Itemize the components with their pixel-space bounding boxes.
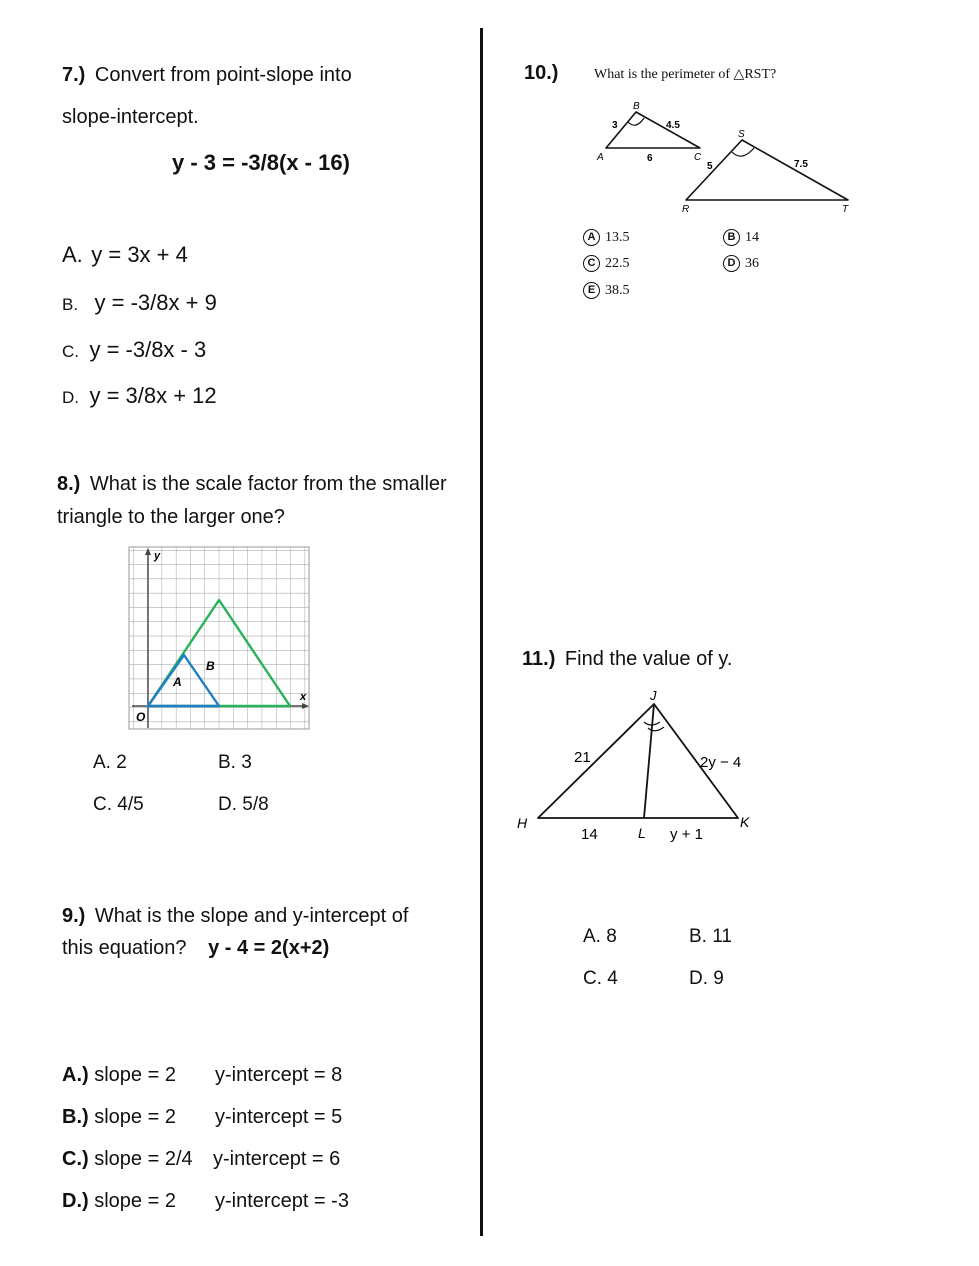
answer-choice[interactable]: C.) slope = 2/4: [62, 1148, 193, 1170]
answer-choice[interactable]: D.) slope = 2: [62, 1190, 176, 1212]
side-bc: 4.5: [666, 120, 680, 131]
question-text: What is the perimeter of △RST?: [594, 67, 777, 82]
question-text: slope-intercept.: [62, 106, 199, 128]
answer-choice[interactable]: A 13.5: [583, 229, 630, 246]
y-axis-label: y: [154, 550, 161, 562]
answer-intercept: y-intercept = 6: [213, 1148, 341, 1170]
question-text: Find the value of y.: [564, 648, 733, 670]
equation: y - 3 = -3/8(x - 16): [172, 150, 350, 175]
answer-choice[interactable]: C. 4/5: [93, 794, 144, 815]
answer-choice[interactable]: D. 5/8: [218, 794, 269, 815]
vertex-c: C: [694, 152, 702, 163]
equation: y - 4 = 2(x+2): [208, 937, 330, 959]
question-number: 7.): [62, 64, 86, 86]
answer-choice[interactable]: C 22.5: [583, 255, 630, 272]
answer-choice[interactable]: D 36: [723, 255, 759, 272]
triangle-hjk-diagram: [508, 686, 768, 848]
question-number: 9.): [62, 905, 86, 927]
side-ac: 6: [647, 153, 653, 164]
origin-label: O: [136, 710, 146, 724]
answer-choice[interactable]: A. y = 3x + 4: [62, 242, 188, 267]
question-text: triangle to the larger one?: [57, 506, 285, 528]
answer-choice[interactable]: A.) slope = 2: [62, 1064, 176, 1086]
side-rs: 5: [707, 161, 713, 172]
question-number: 10.): [524, 62, 559, 84]
vertex-l: L: [638, 825, 646, 841]
answer-choice[interactable]: B.) slope = 2: [62, 1106, 176, 1128]
answer-choice[interactable]: A. 8: [583, 926, 617, 947]
label-a: A: [173, 675, 182, 689]
question-text: What is the scale factor from the smaller: [89, 473, 447, 495]
answer-choice[interactable]: B. 3: [218, 752, 252, 773]
answer-choice[interactable]: C. y = -3/8x - 3: [62, 337, 207, 362]
question-number: 8.): [57, 473, 81, 495]
angle-arc: [732, 148, 754, 156]
answer-choice[interactable]: D. y = 3/8x + 12: [62, 383, 217, 408]
answer-intercept: y-intercept = 5: [215, 1106, 343, 1128]
x-axis-label: x: [300, 691, 307, 703]
side-hl: 14: [581, 826, 598, 843]
vertex-k: K: [740, 814, 750, 830]
vertex-b: B: [633, 101, 640, 112]
label-b: B: [206, 659, 215, 673]
side-hj: 21: [574, 749, 591, 766]
vertex-s: S: [738, 129, 745, 140]
answer-choice[interactable]: E 38.5: [583, 282, 630, 299]
side-jk: 2y − 4: [700, 754, 742, 771]
triangle-abc: [606, 112, 700, 148]
vertex-t: T: [842, 204, 849, 215]
column-divider: [480, 28, 483, 1236]
answer-choice[interactable]: A. 2: [93, 752, 127, 773]
answer-intercept: y-intercept = 8: [215, 1064, 343, 1086]
angle-bisector-jl: [644, 704, 654, 818]
side-st: 7.5: [794, 159, 808, 170]
question-text: Convert from point-slope into: [94, 64, 352, 86]
vertex-j: J: [650, 688, 657, 703]
similar-triangles-diagram: [590, 96, 860, 218]
answer-choice[interactable]: D. 9: [689, 968, 724, 989]
question-text: What is the slope and y-intercept of: [94, 905, 409, 927]
vertex-r: R: [682, 204, 690, 215]
side-ab: 3: [612, 120, 618, 131]
answer-intercept: y-intercept = -3: [215, 1190, 349, 1212]
question-text: this equation?: [62, 937, 187, 959]
answer-choice[interactable]: C. 4: [583, 968, 618, 989]
graph-grid: [129, 547, 309, 729]
answer-choice[interactable]: B 14: [723, 229, 759, 246]
side-lk: y + 1: [670, 826, 703, 843]
vertex-a: A: [597, 152, 604, 163]
vertex-h: H: [517, 815, 528, 831]
answer-choice[interactable]: B. 11: [689, 926, 732, 947]
coordinate-graph: [128, 546, 312, 732]
answer-choice[interactable]: B. y = -3/8x + 9: [62, 290, 217, 315]
angle-arc: [648, 727, 664, 731]
question-number: 11.): [522, 648, 556, 670]
